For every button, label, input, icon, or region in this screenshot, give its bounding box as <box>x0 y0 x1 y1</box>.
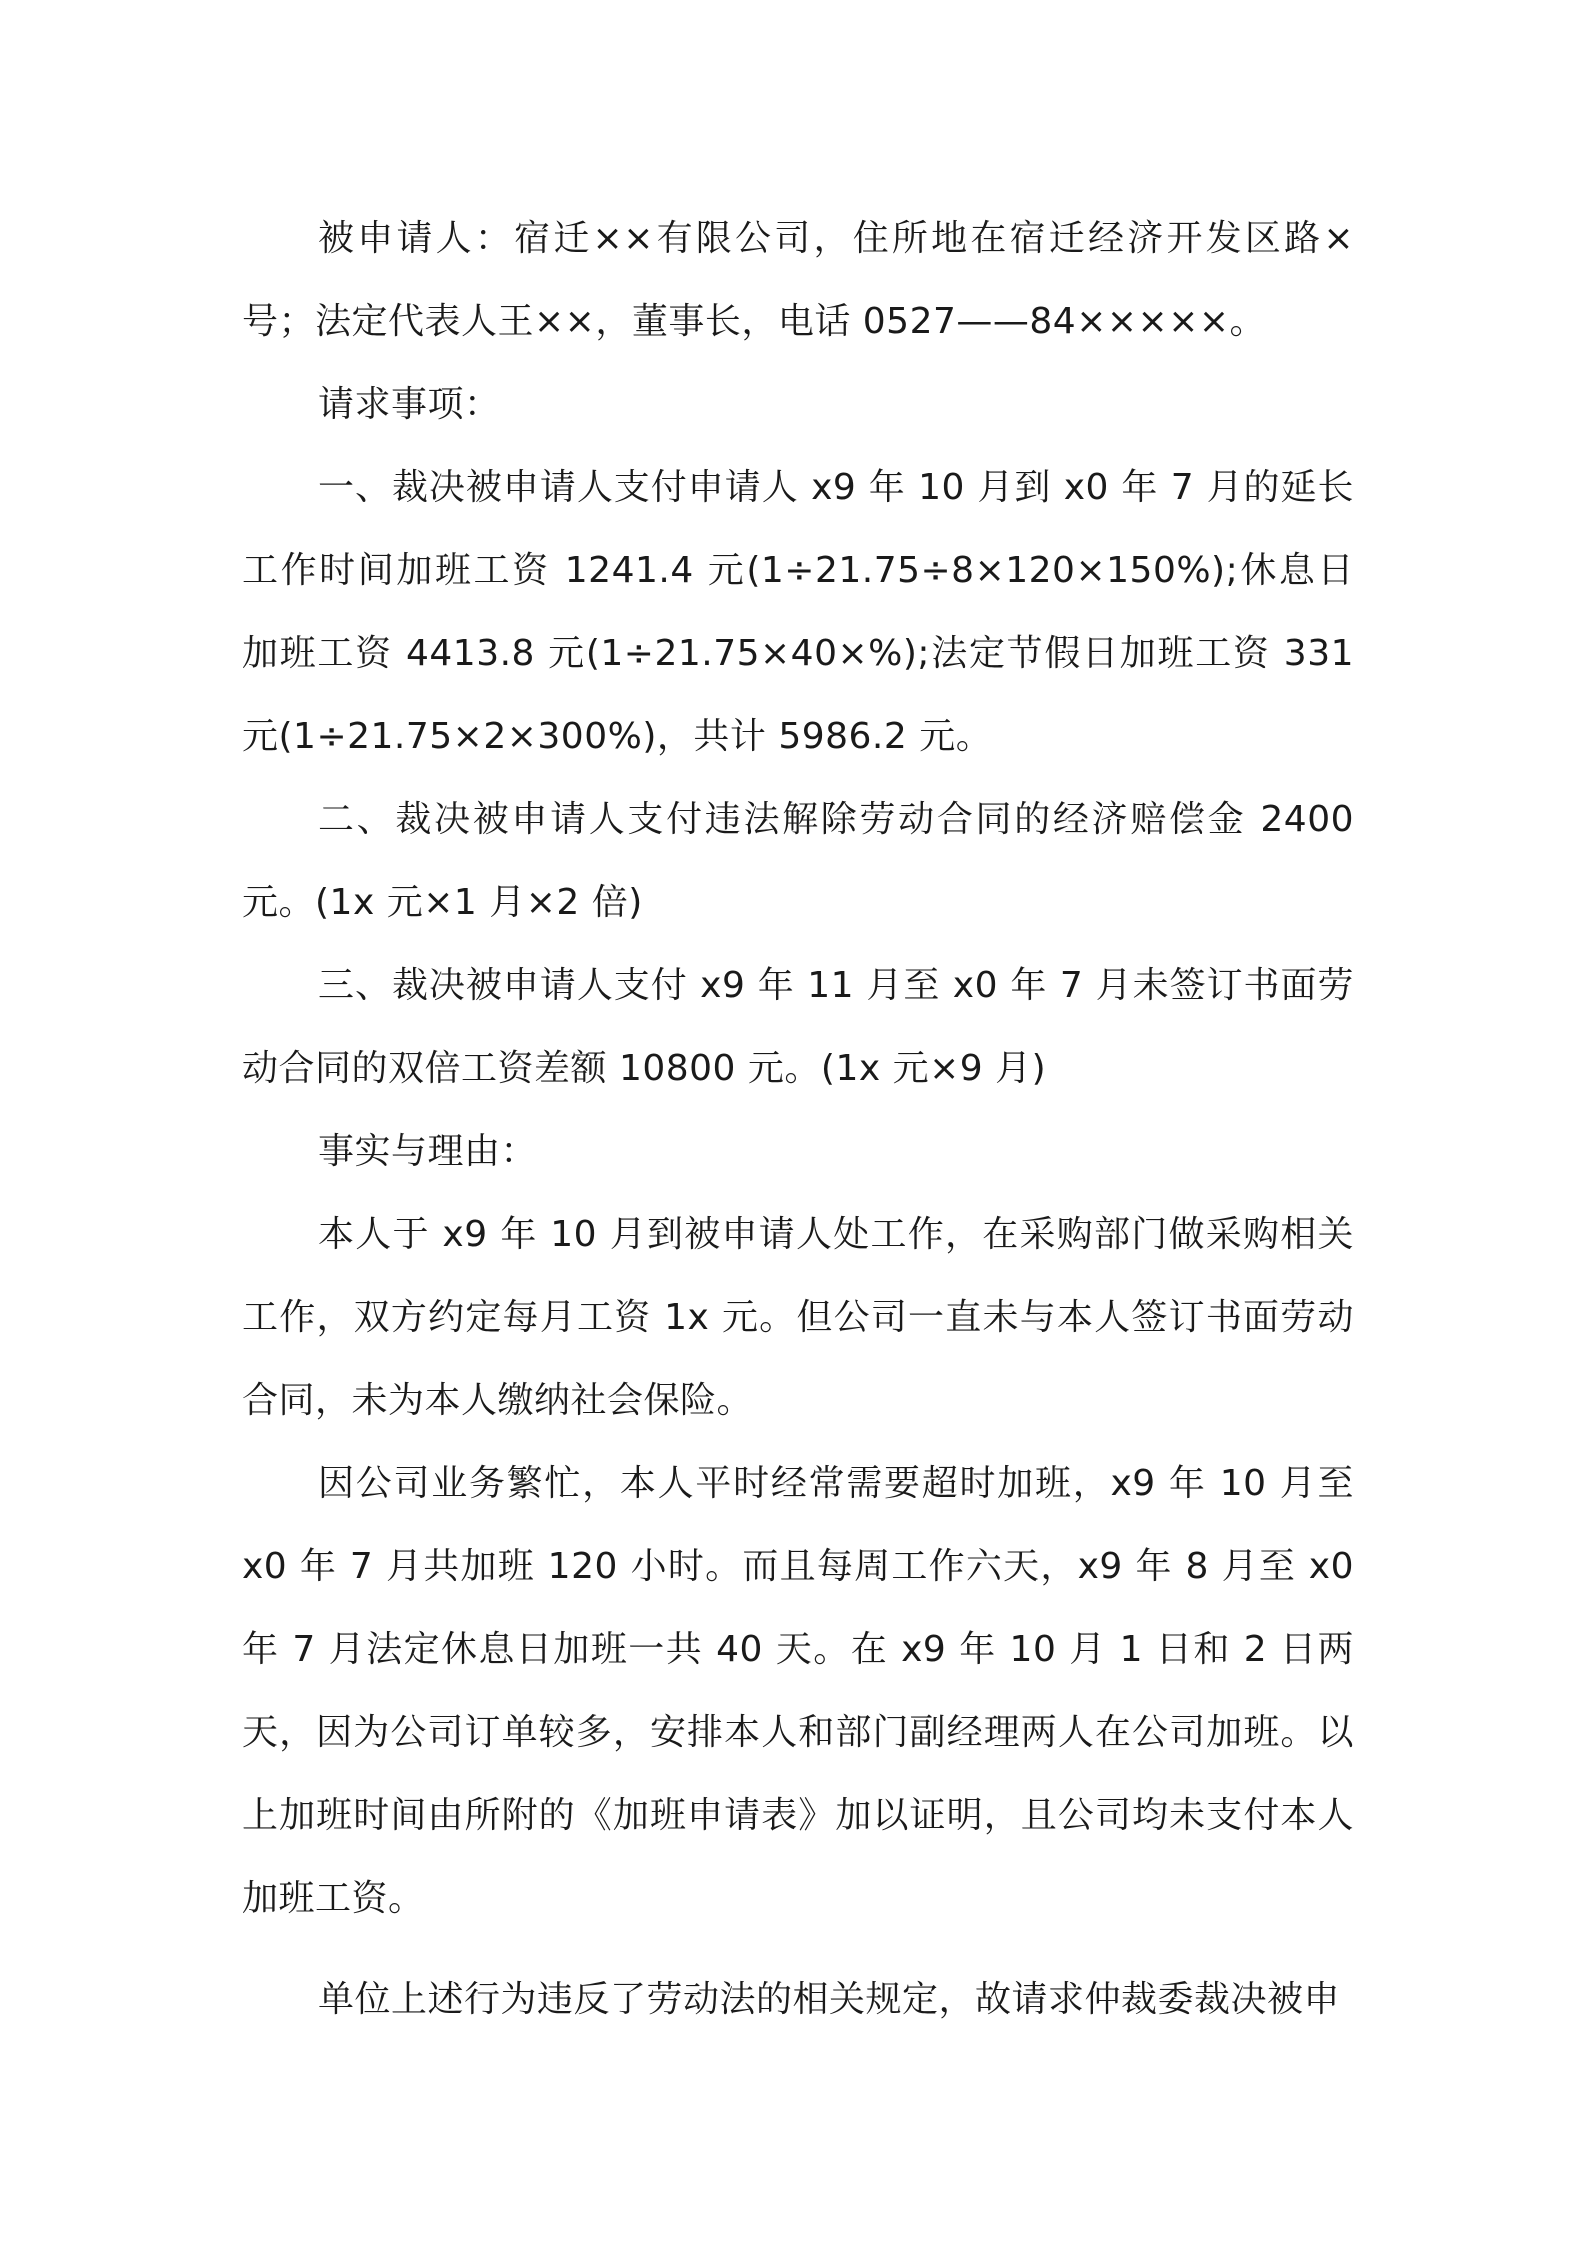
claim-item-3: 三、裁决被申请人支付 x9 年 11 月至 x0 年 7 月未签订书面劳动合同的双倍工资差额 10800 元。(1x 元×9 月) <box>242 965 1354 1089</box>
document-body <box>242 197 1354 2041</box>
claims-heading: 请求事项： <box>318 384 501 425</box>
facts-paragraph-2: 因公司业务繁忙，本人平时经常需要超时加班，x9 年 10 月至 x0 年 7 月共加班 120 小时。而且每周工作六天，x9 年 8 月至 x0 年 7 月法定休息日加班一共 40 天。在 x9 年 10 月 1 日和 2 日两天，因为公司订单较多，安排本人和部门副经理两人在公司加班。以上加班时间由所附的《加班申请表》加以证明，且公司均未支付本人加班工资。 <box>242 1463 1354 1919</box>
claim-item-1: 一、裁决被申请人支付申请人 x9 年 10 月到 x0 年 7 月的延长工作时间加班工资 1241.4 元(1÷21.75÷8×120×150%);休息日加班工资 4413.8 元(1÷21.75×40×%);法定节假日加班工资 331 元(1÷21.75×2×300%)，共计 5986.2 元。 <box>242 467 1354 757</box>
facts-heading: 事实与理由： <box>318 1131 538 1172</box>
conclusion-paragraph: 单位上述行为违反了劳动法的相关规定，故请求仲裁委裁决被申 <box>318 1979 1341 2020</box>
claim-item-2: 二、裁决被申请人支付违法解除劳动合同的经济赔偿金 2400 元。(1x 元×1 月×2 倍) <box>242 799 1354 923</box>
respondent-paragraph: 被申请人：宿迁××有限公司，住所地在宿迁经济开发区路×号；法定代表人王××，董事长，电话 0527——84×××××。 <box>242 218 1354 342</box>
facts-paragraph-1: 本人于 x9 年 10 月到被申请人处工作，在采购部门做采购相关工作，双方约定每月工资 1x 元。但公司一直未与本人签订书面劳动合同，未为本人缴纳社会保险。 <box>242 1214 1354 1421</box>
